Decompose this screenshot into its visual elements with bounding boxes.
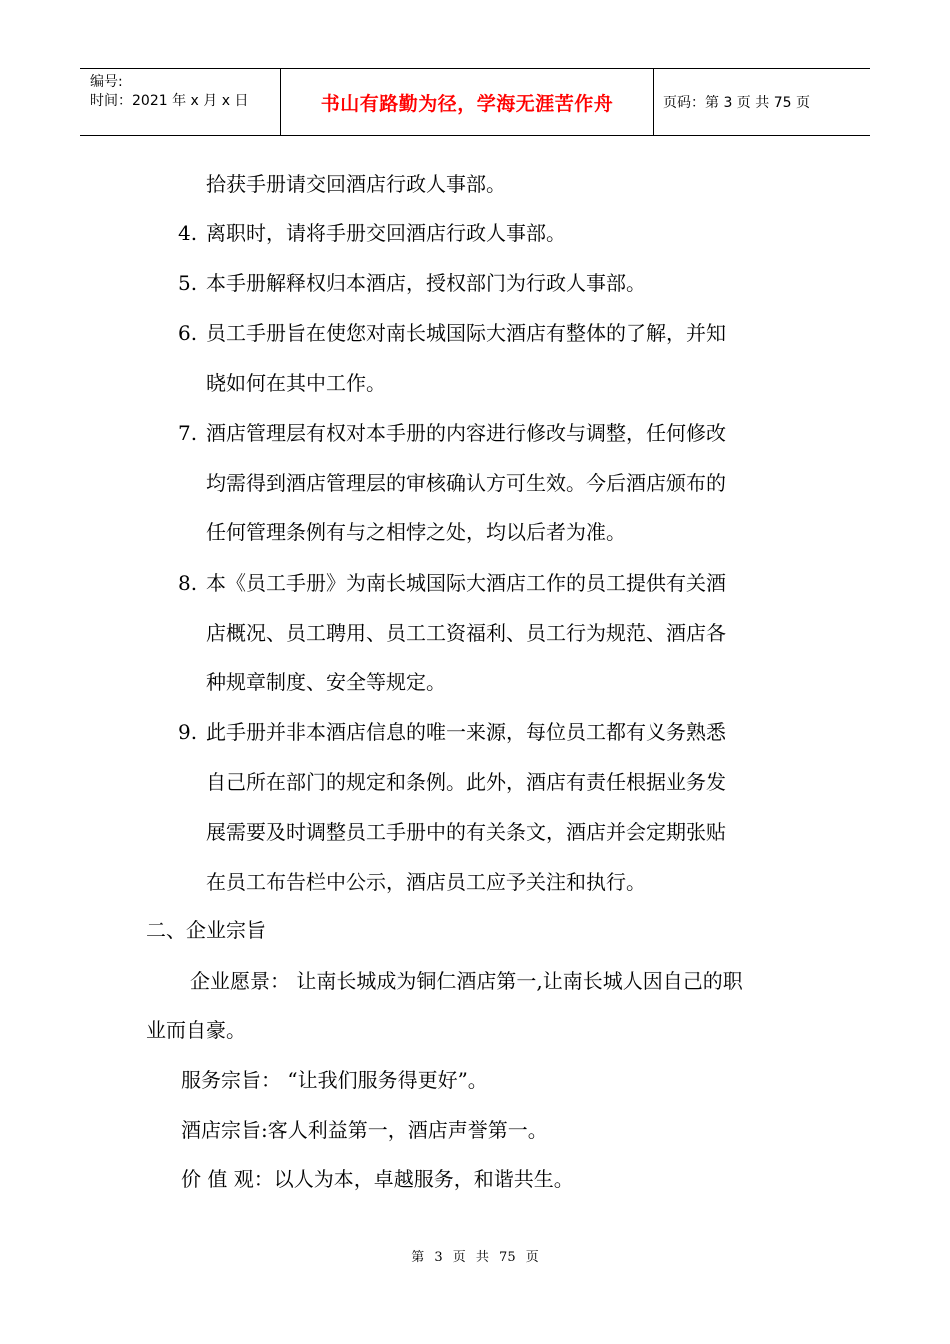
list-number: 6. bbox=[178, 321, 198, 345]
list-item-9-cont: 在员工布告栏中公示，酒店员工应予关注和执行。 bbox=[206, 870, 646, 894]
list-number: 5. bbox=[178, 271, 198, 295]
list-item-6 bbox=[178, 321, 726, 345]
list-item-4 bbox=[178, 221, 566, 245]
header-motto: 书山有路勤为径，学海无涯苦作舟 bbox=[281, 69, 654, 135]
header-meta bbox=[80, 69, 281, 135]
section-title: 二、企业宗旨 bbox=[146, 918, 266, 942]
list-item-5 bbox=[178, 271, 646, 295]
header-page-info: 页码：第 3 页 共 75 页 bbox=[663, 95, 810, 111]
list-text: 本《员工手册》为南长城国际大酒店工作的员工提供有关酒 bbox=[206, 571, 726, 595]
core-values: 价 值 观：以人为本，卓越服务，和谐共生。 bbox=[181, 1167, 574, 1191]
list-item-7-cont: 均需得到酒店管理层的审核确认方可生效。今后酒店颁布的 bbox=[206, 471, 726, 495]
hotel-purpose: 酒店宗旨:客人利益第一，酒店声誉第一。 bbox=[181, 1118, 548, 1142]
list-item-9-cont: 自己所在部门的规定和条例。此外，酒店有责任根据业务发 bbox=[206, 770, 726, 794]
page-header bbox=[80, 68, 870, 136]
list-item-9 bbox=[178, 720, 726, 744]
list-item-7-cont: 任何管理条例有与之相悖之处，均以后者为准。 bbox=[206, 520, 626, 544]
page-footer: 第 3 页 共 75 页 bbox=[411, 1250, 539, 1265]
list-text: 此手册并非本酒店信息的唯一来源，每位员工都有义务熟悉 bbox=[206, 720, 726, 744]
list-item-6-cont: 晓如何在其中工作。 bbox=[206, 371, 386, 395]
list-item-7 bbox=[178, 421, 726, 445]
vision-statement: 企业愿景： 让南长城成为铜仁酒店第一,让南长城人因自己的职 bbox=[190, 969, 743, 993]
list-number: 8. bbox=[178, 571, 198, 595]
vision-statement-cont: 业而自豪。 bbox=[146, 1018, 246, 1042]
list-item-8-cont: 种规章制度、安全等规定。 bbox=[206, 670, 446, 694]
list-text: 员工手册旨在使您对南长城国际大酒店有整体的了解，并知 bbox=[206, 321, 726, 345]
document-number-label: 编号: bbox=[90, 74, 123, 90]
list-number: 4. bbox=[178, 221, 198, 245]
list-number: 7. bbox=[178, 421, 198, 445]
list-item-9-cont: 展需要及时调整员工手册中的有关条文，酒店并会定期张贴 bbox=[206, 820, 726, 844]
document-date: 时间：2021 年 x 月 x 日 bbox=[90, 93, 249, 109]
list-text: 酒店管理层有权对本手册的内容进行修改与调整，任何修改 bbox=[206, 421, 726, 445]
list-text: 离职时，请将手册交回酒店行政人事部。 bbox=[206, 221, 566, 245]
continued-text: 拾获手册请交回酒店行政人事部。 bbox=[206, 172, 506, 196]
list-text: 本手册解释权归本酒店，授权部门为行政人事部。 bbox=[206, 271, 646, 295]
service-purpose: 服务宗旨： “让我们服务得更好”。 bbox=[181, 1068, 488, 1092]
list-number: 9. bbox=[178, 720, 198, 744]
list-item-8-cont: 店概况、员工聘用、员工工资福利、员工行为规范、酒店各 bbox=[206, 621, 726, 645]
list-item-8 bbox=[178, 571, 726, 595]
